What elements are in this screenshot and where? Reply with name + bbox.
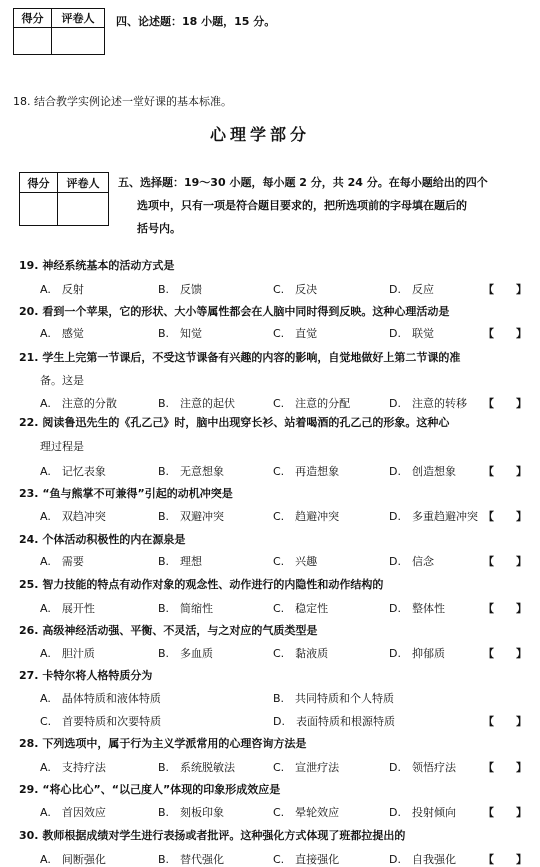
question-number: 30. (19, 829, 43, 842)
question-number: 23. (19, 487, 43, 500)
answer-bracket[interactable]: 【 】 (483, 327, 527, 340)
option-a[interactable]: A. 注意的分散 (40, 397, 117, 410)
option-b[interactable]: B. 共同特质和个人特质 (273, 692, 395, 705)
option-b[interactable]: B. 知觉 (158, 327, 203, 340)
option-a[interactable]: A. 记忆表象 (40, 465, 106, 478)
option-b[interactable]: B. 反馈 (158, 283, 203, 296)
option-d[interactable]: D. 反应 (389, 283, 434, 296)
option-a[interactable]: A. 需要 (40, 555, 84, 568)
answer-bracket[interactable]: 【 】 (483, 761, 527, 774)
question-stem (19, 414, 449, 430)
section-four-heading: 四、论述题：18 小题，15 分。 (116, 15, 276, 28)
option-c[interactable]: C. 注意的分配 (273, 397, 351, 410)
question-stem (19, 303, 449, 319)
question-text: 结合教学实例论述一堂好课的基本标准。 (34, 95, 232, 108)
option-b[interactable]: B. 双避冲突 (158, 510, 225, 523)
option-c[interactable]: C. 直接强化 (273, 853, 340, 866)
option-c[interactable]: C. 趋避冲突 (273, 510, 340, 523)
option-c[interactable]: C. 反决 (273, 283, 318, 296)
option-a[interactable]: A. 晶体特质和液体特质 (40, 692, 161, 705)
question-text: 个体活动积极性的内在源泉是 (42, 533, 186, 546)
option-b[interactable]: B. 多血质 (158, 647, 214, 660)
section-five-line3: 括号内。 (137, 222, 181, 235)
question-number: 18. (13, 95, 31, 108)
answer-bracket[interactable]: 【 】 (483, 602, 527, 615)
option-c[interactable]: C. 首要特质和次要特质 (40, 715, 162, 728)
question-number: 22. (19, 416, 43, 429)
question-number: 27. (19, 669, 43, 682)
option-d[interactable]: D. 创造想象 (389, 465, 456, 478)
question-number: 24. (19, 533, 43, 546)
option-d[interactable]: D. 领悟疗法 (389, 761, 456, 774)
question-number: 19. (19, 259, 43, 272)
option-d[interactable]: D. 抑郁质 (389, 647, 445, 660)
score-box-top (13, 8, 105, 55)
option-b[interactable]: B. 替代强化 (158, 853, 225, 866)
question-text: 下列选项中，属于行为主义学派常用的心理咨询方法是 (42, 737, 307, 750)
question-text: 阅读鲁迅先生的《孔乙己》时，脑中出现穿长衫、站着喝酒的孔乙己的形象。这种心 (42, 416, 450, 429)
question-text: 教师根据成绩对学生进行表扬或者批评。这种强化方式体现了班都拉提出的 (42, 829, 406, 842)
question-stem (19, 622, 317, 638)
option-d[interactable]: D. 表面特质和根源特质 (273, 715, 395, 728)
question-number: 20. (19, 305, 43, 318)
option-b[interactable]: B. 理想 (158, 555, 203, 568)
question-stem (19, 531, 185, 547)
option-c[interactable]: C. 宣泄疗法 (273, 761, 340, 774)
question-text: 看到一个苹果，它的形状、大小等属性都会在人脑中同时得到反映。这种心理活动是 (42, 305, 450, 318)
option-c[interactable]: C. 再造想象 (273, 465, 340, 478)
question-number: 28. (19, 737, 43, 750)
question-number: 25. (19, 578, 43, 591)
question-stem (19, 349, 460, 365)
option-c[interactable]: C. 黏液质 (273, 647, 329, 660)
question-text: “鱼与熊掌不可兼得”引起的动机冲突是 (42, 487, 233, 500)
question-number: 29. (19, 783, 43, 796)
question-text-continued: 备。这是 (40, 374, 84, 387)
answer-bracket[interactable]: 【 】 (483, 283, 527, 296)
question-18 (13, 93, 232, 109)
option-a[interactable]: A. 胆汁质 (40, 647, 95, 660)
answer-bracket[interactable]: 【 】 (483, 715, 527, 728)
question-text-continued: 理过程是 (40, 440, 84, 453)
option-c[interactable]: C. 晕轮效应 (273, 806, 340, 819)
answer-bracket[interactable]: 【 】 (483, 555, 527, 568)
answer-bracket[interactable]: 【 】 (483, 510, 527, 523)
option-b[interactable]: B. 刻板印象 (158, 806, 225, 819)
option-a[interactable]: A. 支持疗法 (40, 761, 106, 774)
option-a[interactable]: A. 双趋冲突 (40, 510, 106, 523)
grader-cell[interactable] (52, 28, 105, 55)
option-d[interactable]: D. 信念 (389, 555, 434, 568)
option-d[interactable]: D. 自我强化 (389, 853, 456, 866)
option-d[interactable]: D. 多重趋避冲突 (389, 510, 478, 523)
option-c[interactable]: C. 直觉 (273, 327, 318, 340)
question-text: 卡特尔将人格特质分为 (42, 669, 153, 682)
answer-bracket[interactable]: 【 】 (483, 806, 527, 819)
option-b[interactable]: B. 系统脱敏法 (158, 761, 236, 774)
question-stem (19, 781, 280, 797)
option-b[interactable]: B. 简缩性 (158, 602, 214, 615)
option-d[interactable]: D. 投射倾向 (389, 806, 456, 819)
option-d[interactable]: D. 联觉 (389, 327, 434, 340)
question-stem (19, 667, 152, 683)
option-c[interactable]: C. 稳定性 (273, 602, 329, 615)
grader-label: 评卷人 (52, 9, 105, 28)
answer-bracket[interactable]: 【 】 (483, 853, 527, 866)
section-five-line1: 五、选择题：19～30 小题，每小题 2 分，共 24 分。在每小题给出的四个 (118, 176, 488, 189)
grader-label: 评卷人 (58, 173, 109, 193)
option-d[interactable]: D. 注意的转移 (389, 397, 467, 410)
option-a[interactable]: A. 间断强化 (40, 853, 106, 866)
answer-bracket[interactable]: 【 】 (483, 647, 527, 660)
question-text: 智力技能的特点有动作对象的观念性、动作进行的内隐性和动作结构的 (42, 578, 384, 591)
question-text: 学生上完第一节课后，不受这节课备有兴趣的内容的影响，自觉地做好上第二节课的准 (42, 351, 461, 364)
option-b[interactable]: B. 注意的起伏 (158, 397, 236, 410)
option-a[interactable]: A. 反射 (40, 283, 84, 296)
option-a[interactable]: A. 首因效应 (40, 806, 106, 819)
grader-cell[interactable] (58, 193, 109, 226)
option-a[interactable]: A. 展开性 (40, 602, 95, 615)
question-number: 26. (19, 624, 43, 637)
score-label: 得分 (20, 173, 58, 193)
question-stem (19, 827, 405, 843)
score-cell[interactable] (20, 193, 58, 226)
question-stem (19, 485, 233, 501)
answer-bracket[interactable]: 【 】 (483, 465, 527, 478)
question-text: 高级神经活动强、平衡、不灵活，与之对应的气质类型是 (42, 624, 318, 637)
question-stem (19, 257, 174, 273)
answer-bracket[interactable]: 【 】 (483, 397, 527, 410)
section-five-line2: 选项中，只有一项是符合题目要求的，把所选项前的字母填在题后的 (137, 199, 467, 212)
option-c[interactable]: C. 兴趣 (273, 555, 318, 568)
question-number: 21. (19, 351, 43, 364)
question-stem (19, 735, 306, 751)
score-label: 得分 (14, 9, 52, 28)
option-b[interactable]: B. 无意想象 (158, 465, 225, 478)
option-a[interactable]: A. 感觉 (40, 327, 84, 340)
question-text: 神经系统基本的活动方式是 (42, 259, 175, 272)
score-box-psychology (19, 172, 109, 226)
question-stem (19, 576, 383, 592)
question-text: “将心比心”、“以己度人”体现的印象形成效应是 (42, 783, 281, 796)
option-d[interactable]: D. 整体性 (389, 602, 445, 615)
score-cell[interactable] (14, 28, 52, 55)
part-title: 心理学部分 (210, 125, 311, 144)
